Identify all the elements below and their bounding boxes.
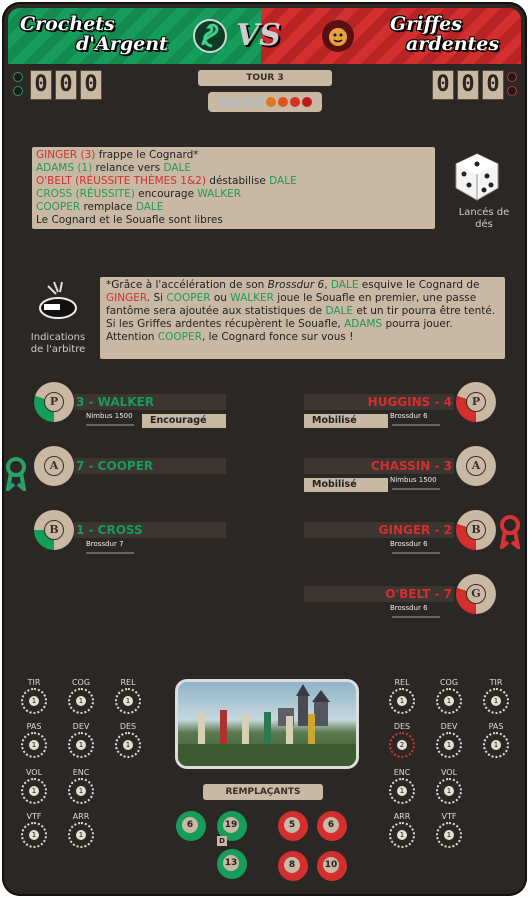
- stat-dial[interactable]: [480, 678, 512, 714]
- player-name[interactable]: 3 - WALKER: [74, 394, 226, 410]
- substitute-marker: D: [217, 836, 227, 846]
- stat-label: REL: [120, 678, 136, 687]
- stat-label: ENC: [72, 768, 90, 777]
- stat-label: ENC: [393, 768, 411, 777]
- substitute-number: 5: [284, 817, 300, 833]
- stat-label: DEV: [440, 722, 458, 731]
- log-target: WALKER: [197, 188, 242, 200]
- stat-value: 1: [397, 786, 407, 796]
- broom-label: Brossdur 6: [390, 604, 428, 612]
- red-award-ribbon-icon: [500, 515, 520, 555]
- stat-label: VTF: [26, 812, 42, 821]
- stat-value: 2: [397, 740, 407, 750]
- log-target: DALE: [269, 175, 297, 187]
- log-line: [36, 149, 431, 162]
- broom-bar: [86, 424, 134, 426]
- stat-label: COG: [439, 678, 459, 687]
- stat-dial[interactable]: [386, 722, 418, 758]
- player-name[interactable]: GINGER - 2: [304, 522, 454, 538]
- stat-label: DES: [393, 722, 411, 731]
- turn-progress-balls: [208, 92, 322, 112]
- stat-value: 1: [76, 696, 86, 706]
- stat-dial[interactable]: [65, 812, 97, 848]
- log-actor: ADAMS (1): [36, 162, 93, 174]
- left-team-indicators: [13, 72, 23, 96]
- stat-label: ARR: [393, 812, 411, 821]
- left-team-score: 0 0 0: [30, 70, 102, 100]
- cobra-emblem-icon: [192, 18, 228, 54]
- player-name[interactable]: O'BELT - 7: [304, 586, 454, 602]
- stat-label: TIR: [489, 678, 503, 687]
- log-action: Le Cognard et le Souafle sont libres: [36, 214, 223, 226]
- substitute-token[interactable]: [317, 811, 347, 841]
- substitute-number: 13: [223, 855, 239, 871]
- player-role-token[interactable]: [456, 510, 496, 550]
- stadium-image: [175, 679, 359, 769]
- stat-value: 1: [491, 740, 501, 750]
- stat-dial[interactable]: [65, 722, 97, 758]
- stat-label: COG: [71, 678, 91, 687]
- stat-dial[interactable]: [112, 722, 144, 758]
- player-role-token[interactable]: [456, 446, 496, 486]
- player-status: Mobilisé: [304, 478, 388, 492]
- log-action: relance vers: [92, 162, 164, 174]
- referee-message: *Grâce à l'accélération de son Brossdur 6, DALE esquive le Cognard de GINGER. Si COOPER ou WALKER joue le Souafle en premier, une passe fantôme sera ajoutée aux statistiques de DALE et un tir pourra être tenté. Si les Griffes ardentes récupèrent le Souafle, ADAMS pourra jouer. Attention COOPER, le Cognard fonce sur vous !: [100, 277, 505, 359]
- player-role-letter: A: [44, 456, 64, 476]
- broom-bar: [392, 488, 440, 490]
- stat-dial[interactable]: [112, 678, 144, 714]
- stat-dial[interactable]: [386, 812, 418, 848]
- stat-label: REL: [394, 678, 410, 687]
- substitute-token[interactable]: [176, 811, 206, 841]
- log-target: DALE: [135, 201, 164, 213]
- stat-value: 1: [444, 830, 454, 840]
- player-role-letter: B: [466, 520, 486, 540]
- substitute-token[interactable]: [317, 851, 347, 881]
- right-team-indicators: [507, 72, 517, 96]
- substitute-number: 10: [323, 857, 339, 873]
- substitute-number: 19: [223, 817, 239, 833]
- broom-label: Brossdur 7: [86, 540, 124, 548]
- player-status: Encouragé: [142, 414, 226, 428]
- stat-dial[interactable]: [433, 768, 465, 804]
- stat-dial[interactable]: [433, 812, 465, 848]
- player-role-letter: A: [466, 456, 486, 476]
- stat-dial[interactable]: [18, 722, 50, 758]
- stat-dial[interactable]: [480, 722, 512, 758]
- stat-value: 1: [444, 786, 454, 796]
- substitute-number: 8: [284, 857, 300, 873]
- log-action: frappe le Cognard*: [95, 149, 199, 161]
- log-action: déstabilise: [205, 175, 270, 187]
- stat-dial[interactable]: [18, 678, 50, 714]
- turn-label: TOUR 3: [198, 70, 332, 86]
- dice-label: Lancés de dés: [458, 207, 510, 230]
- player-role-letter: G: [466, 584, 486, 604]
- stat-label: DEV: [72, 722, 90, 731]
- left-team-name: Crochets d'Argent: [20, 13, 168, 55]
- stat-label: PAS: [26, 722, 42, 731]
- log-line: [36, 175, 431, 188]
- stat-value: 1: [444, 696, 454, 706]
- log-line: [36, 188, 431, 201]
- log-line: [36, 201, 431, 214]
- log-action: remplace: [80, 201, 136, 213]
- stat-value: 1: [29, 830, 39, 840]
- log-action: encourage: [134, 188, 198, 200]
- versus-label: VS: [236, 18, 281, 53]
- player-role-letter: P: [466, 392, 486, 412]
- green-award-ribbon-icon: [6, 457, 26, 497]
- right-team-score: 0 0 0: [432, 70, 504, 100]
- substitute-number: 6: [323, 817, 339, 833]
- player-role-letter: B: [44, 520, 64, 540]
- right-team-name: Griffes ardentes: [390, 13, 500, 55]
- stat-dial[interactable]: [65, 678, 97, 714]
- player-role-token[interactable]: [456, 382, 496, 422]
- stat-label: DES: [119, 722, 137, 731]
- broom-label: Brossdur 6: [390, 540, 428, 548]
- stat-label: VOL: [440, 768, 458, 777]
- player-role-letter: P: [44, 392, 64, 412]
- stat-label: VTF: [441, 812, 457, 821]
- stat-value: 1: [76, 740, 86, 750]
- player-name[interactable]: 7 - COOPER: [74, 458, 226, 474]
- substitute-token[interactable]: [278, 811, 308, 841]
- stat-value: 1: [29, 786, 39, 796]
- action-log: [32, 147, 435, 229]
- substitute-token[interactable]: [278, 851, 308, 881]
- whistle-icon: [34, 280, 82, 328]
- log-actor: O'BELT (RÉUSSITE THÈMES 1&2): [36, 175, 206, 187]
- game-board: [2, 2, 527, 896]
- substitute-token[interactable]: [217, 849, 247, 879]
- log-actor: GINGER (3): [36, 149, 96, 161]
- broom-bar: [392, 616, 440, 618]
- dice-icon[interactable]: [454, 152, 500, 206]
- stat-value: 1: [491, 696, 501, 706]
- stat-label: TIR: [27, 678, 41, 687]
- player-role-token[interactable]: [34, 446, 74, 486]
- substitute-number: 6: [182, 817, 198, 833]
- stat-value: 1: [397, 696, 407, 706]
- log-line: [36, 162, 431, 175]
- stat-dial[interactable]: [18, 812, 50, 848]
- stat-label: ARR: [72, 812, 90, 821]
- stat-value: 1: [76, 786, 86, 796]
- broom-bar: [392, 424, 440, 426]
- log-actor: CROSS (RÉUSSITE): [36, 188, 135, 200]
- broom-bar: [392, 552, 440, 554]
- stat-dial[interactable]: [433, 722, 465, 758]
- stat-label: VOL: [25, 768, 43, 777]
- stat-value: 1: [29, 696, 39, 706]
- player-name[interactable]: 1 - CROSS: [74, 522, 226, 538]
- stat-value: 1: [123, 740, 133, 750]
- stat-label: PAS: [488, 722, 504, 731]
- log-actor: COOPER: [36, 201, 81, 213]
- lion-emblem-icon: [320, 18, 356, 54]
- referee-label: Indications de l'arbitre: [30, 332, 86, 355]
- player-role-token[interactable]: [34, 382, 74, 422]
- broom-label: Nimbus 1500: [86, 412, 133, 420]
- player-name[interactable]: HUGGINS - 4: [304, 394, 454, 410]
- match-banner: [8, 8, 521, 64]
- broom-bar: [86, 552, 134, 554]
- stat-dial[interactable]: [65, 768, 97, 804]
- stat-value: 1: [123, 696, 133, 706]
- broom-label: Brossdur 6: [390, 412, 428, 420]
- stat-value: 1: [397, 830, 407, 840]
- stat-dial[interactable]: [386, 678, 418, 714]
- log-line: [36, 214, 431, 227]
- player-role-token[interactable]: [456, 574, 496, 614]
- player-name[interactable]: CHASSIN - 3: [304, 458, 454, 474]
- stat-value: 1: [29, 740, 39, 750]
- player-status: Mobilisé: [304, 414, 388, 428]
- stat-dial[interactable]: [18, 768, 50, 804]
- broom-label: Nimbus 1500: [390, 476, 437, 484]
- stat-dial[interactable]: [433, 678, 465, 714]
- substitutes-label: REMPLAÇANTS: [203, 784, 323, 800]
- stat-value: 1: [444, 740, 454, 750]
- stat-dial[interactable]: [386, 768, 418, 804]
- player-role-token[interactable]: [34, 510, 74, 550]
- log-target: DALE: [163, 162, 192, 174]
- stat-value: 1: [76, 830, 86, 840]
